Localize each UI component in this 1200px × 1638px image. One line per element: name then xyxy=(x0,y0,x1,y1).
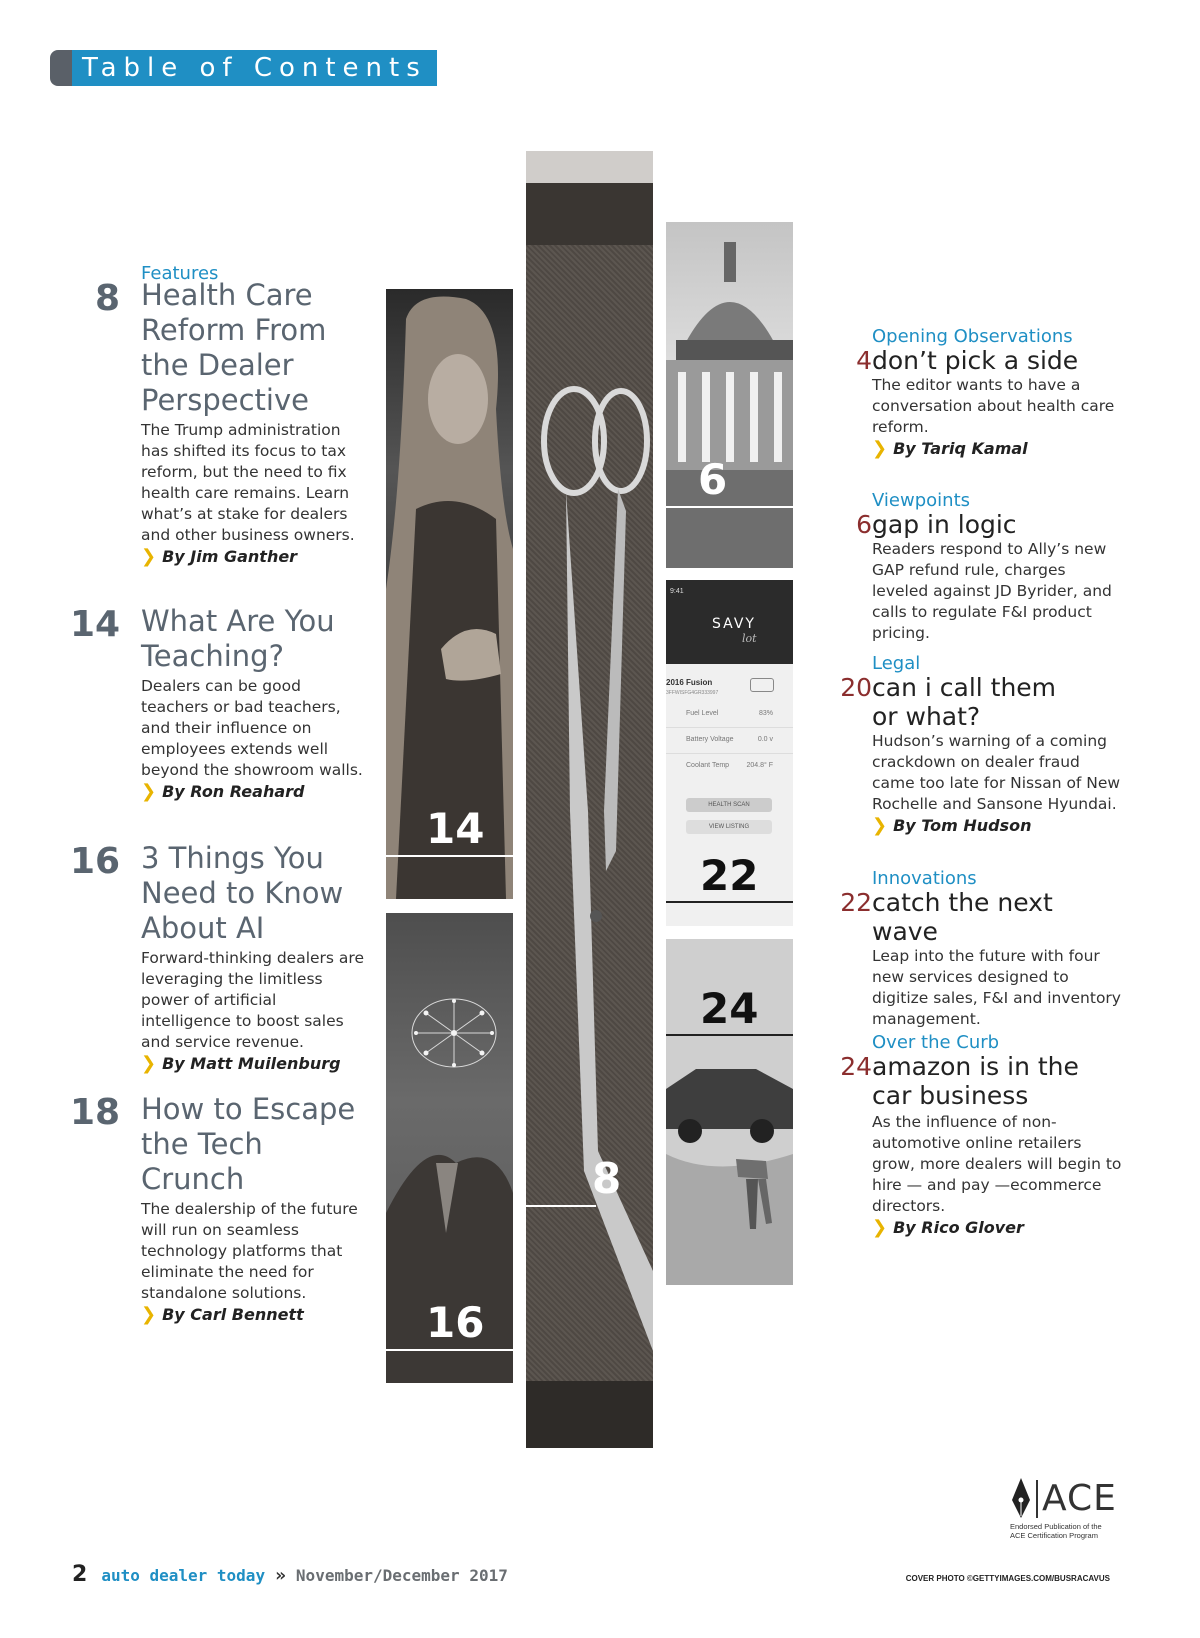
page-number: 2 xyxy=(72,1562,88,1587)
chevron-right-icon: ❯ xyxy=(141,781,157,802)
feature-page-number: 14 xyxy=(70,604,121,645)
department-section-label: Viewpoints xyxy=(872,490,970,511)
department-byline: ❯ By Tariq Kamal xyxy=(872,438,1028,459)
department-description: The editor wants to have a conversation about health care reform. xyxy=(872,376,1115,436)
department-title[interactable]: don’t pick a side xyxy=(872,346,1079,375)
feature-byline: ❯ By Ron Reahard xyxy=(141,781,305,802)
page-title: Table of Contents xyxy=(72,50,437,86)
pen-nib-icon xyxy=(1010,1478,1032,1518)
feature-byline: ❯ By Jim Ganther xyxy=(141,546,298,567)
feature-title[interactable]: Health Care Reform From the Dealer Perspective xyxy=(141,278,327,417)
chevron-right-icon: ❯ xyxy=(141,1053,157,1074)
feature-description: The dealership of the future will run on seamless technology platforms that eliminate the need for standalone solutions. xyxy=(141,1200,358,1302)
department-section-label: Innovations xyxy=(872,868,977,889)
department-byline: ❯ By Tom Hudson xyxy=(872,815,1032,836)
department-page-number: 4 xyxy=(856,346,872,375)
feature-title[interactable]: What Are You Teaching? xyxy=(141,604,335,673)
department-description: Leap into the future with four new services designed to digitize sales, F&I and inventory management. xyxy=(872,947,1121,1028)
chevron-right-icon: ❯ xyxy=(872,1217,888,1238)
ace-logo xyxy=(1010,1478,1120,1540)
issue-date: November/December 2017 xyxy=(295,1566,508,1585)
scissors-icon xyxy=(526,151,653,1448)
app-stats: Fuel Level 83% Battery Voltage 0.0 v Coolant Temp 204.8° F xyxy=(666,708,793,777)
health-scan-button[interactable]: HEALTH SCAN xyxy=(686,798,772,812)
page-footer xyxy=(72,1562,508,1587)
department-title[interactable]: can i call them or what? xyxy=(872,673,1057,731)
double-chevron-icon: » xyxy=(275,1565,286,1586)
chevron-right-icon: ❯ xyxy=(141,546,157,567)
photo-strip-car[interactable] xyxy=(666,939,793,1285)
department-byline: ❯ By Rico Glover xyxy=(872,1217,1024,1238)
strip-page-number: 8 xyxy=(592,1154,622,1203)
feature-title[interactable]: 3 Things You Need to Know About AI xyxy=(141,841,344,945)
feature-description: The Trump administration has shifted its focus to tax reform, but the need to fix health care remains. Learn what’s at stake for dealers and other business owners. xyxy=(141,421,355,544)
photo-strip-capitol[interactable] xyxy=(666,222,793,568)
department-page-number: 24 xyxy=(840,1052,872,1081)
feature-title[interactable]: How to Escape the Tech Crunch xyxy=(141,1092,356,1196)
department-title[interactable]: amazon is in the car business xyxy=(872,1052,1079,1110)
strip-rule xyxy=(386,855,513,857)
app-brand-sub: lot xyxy=(742,632,757,645)
features-section-label: Features xyxy=(141,263,219,284)
strip-page-number: 14 xyxy=(426,804,485,853)
feature-page-number: 16 xyxy=(70,841,121,882)
feature-description: Forward-thinking dealers are leveraging the limitless power of artificial intelligence to boost sales and service revenue. xyxy=(141,949,364,1051)
magazine-name: auto dealer today xyxy=(101,1566,266,1585)
ace-subtitle: Endorsed Publication of the ACE Certification Program xyxy=(1010,1522,1102,1540)
photo-strip-scissors[interactable] xyxy=(526,151,653,1448)
view-listing-button[interactable]: VIEW LISTING xyxy=(686,820,772,834)
department-section-label: Legal xyxy=(872,653,921,674)
strip-rule xyxy=(666,1034,793,1036)
app-brand: SAVY xyxy=(712,616,756,632)
strip-rule xyxy=(666,901,793,903)
app-vin: 3FFWISFG4GR333997 xyxy=(666,690,719,696)
toc-header xyxy=(50,50,437,86)
feature-byline: ❯ By Matt Muilenburg xyxy=(141,1053,341,1074)
photo-strip-woman[interactable] xyxy=(386,289,513,899)
department-title[interactable]: catch the next wave xyxy=(872,888,1053,946)
photo-credit: COVER PHOTO ©GETTYIMAGES.COM/BUSRACAVUS xyxy=(905,1574,1110,1583)
strip-rule xyxy=(526,1205,596,1207)
capitol-building-icon xyxy=(666,222,793,568)
department-description: As the influence of non-automotive online retailers grow, more dealers will begin to hire — and pay —ecommerce directors. xyxy=(872,1113,1122,1215)
department-section-label: Over the Curb xyxy=(872,1032,1000,1053)
strip-page-number: 6 xyxy=(698,455,728,504)
chevron-right-icon: ❯ xyxy=(872,815,888,836)
feature-description: Dealers can be good teachers or bad teachers, and their influence on employees extends well beyond the showroom walls. xyxy=(141,677,363,779)
department-section-label: Opening Observations xyxy=(872,326,1073,347)
strip-page-number: 16 xyxy=(426,1298,485,1347)
feature-page-number: 18 xyxy=(70,1092,121,1133)
department-title[interactable]: gap in logic xyxy=(872,510,1017,539)
department-page-number: 6 xyxy=(856,510,872,539)
department-page-number: 22 xyxy=(840,888,872,917)
app-header xyxy=(666,580,793,664)
ace-wordmark: ACE xyxy=(1036,1480,1117,1518)
header-tab xyxy=(50,50,72,86)
strip-page-number: 22 xyxy=(700,851,759,900)
car-icon xyxy=(750,678,774,692)
chevron-right-icon: ❯ xyxy=(141,1304,157,1325)
department-description: Readers respond to Ally’s new GAP refund rule, charges leveled against JD Byrider, and calls to regulate F&I product pricing. xyxy=(872,540,1112,642)
strip-page-number: 24 xyxy=(700,984,759,1033)
photo-strip-ai[interactable] xyxy=(386,913,513,1383)
app-vehicle: 2016 Fusion xyxy=(666,678,713,687)
strip-rule xyxy=(666,506,793,508)
feature-page-number: 8 xyxy=(94,278,120,319)
feature-byline: ❯ By Carl Bennett xyxy=(141,1304,304,1325)
department-description: Hudson’s warning of a coming crackdown on dealer fraud came too late for Nissan of New Rochelle and Sansone Hyundai. xyxy=(872,732,1121,813)
chevron-right-icon: ❯ xyxy=(872,438,888,459)
app-time: 9:41 xyxy=(670,588,684,595)
strip-rule xyxy=(386,1349,513,1351)
photo-strip-app[interactable] xyxy=(666,580,793,926)
department-page-number: 20 xyxy=(840,673,872,702)
